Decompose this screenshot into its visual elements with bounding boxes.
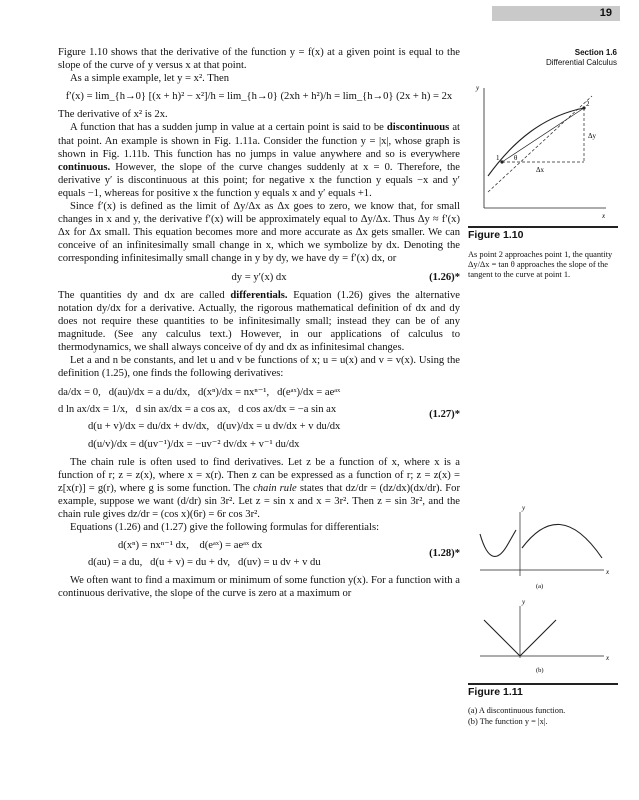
figure-1-10-rule — [468, 226, 618, 228]
paragraph-derivative-slope: Figure 1.10 shows that the derivative of the function y = f(x) at a given point is equal to the slope of the curve of y versus x at that point. — [58, 47, 460, 72]
main-text-column — [58, 46, 460, 601]
fig110-dx-label: Δx — [536, 166, 545, 174]
term-continuous: continuous. — [58, 161, 111, 173]
figure-1-11-caption-a: (a) A discontinuous function. — [468, 706, 566, 715]
paragraph-extrema: We often want to find a maximum or minimum of some function y(x). For a function with a continuous derivative, the slope of the curve is zero at a maximum or — [58, 575, 460, 600]
section-title: Differential Calculus — [546, 58, 617, 67]
paragraph-definitions: Let a and n be constants, and let u and v be functions of x; u = u(x) and v = v(x). Using the definition (1.25), one finds the following derivatives: — [58, 355, 460, 380]
paragraph-derivative-result: The derivative of x² is 2x. — [58, 109, 168, 121]
paragraph-example: As a simple example, let y = x². Then — [70, 73, 229, 85]
equation-number-1-26: (1.26)* — [429, 271, 460, 283]
paragraph-continuity: A function that has a sudden jump in value at a certain point is said to be discontinuous at that point. An example is shown in Fig. 1.11a. Consider the function y = |x|, whose graph is shown in Fig. 1.11b. This function has no jumps in value anywhere and so is everywhere continuous. However, the slope of the curve changes suddenly at x = 0. Therefore, the derivative y′ is discontinuous at this point; for negative x the function y equals −x and y′ equals −1, whereas for positive x the function y equals x and y′ equals +1. — [58, 122, 460, 199]
term-discontinuous: discontinuous — [386, 122, 450, 134]
figure-1-10-label: Figure 1.10 — [468, 229, 524, 241]
figure-1-11-graphs — [476, 500, 616, 680]
page-number: 19 — [599, 7, 612, 19]
term-differentials: differentials. — [230, 289, 288, 301]
section-number: Section 1.6 — [574, 48, 617, 57]
fig110-x-label: x — [602, 212, 606, 220]
paragraph-differential-formulas: Equations (1.26) and (1.27) give the following formulas for differentials: — [70, 522, 380, 534]
paragraph-chain-rule: The chain rule is often used to find derivatives. Let z be a function of x, where x is a function of r; z = z(x), where x = x(r). Then z can be expressed as a function of r; z = z(x) = z[x(r)] = g(r), where g is some function. The chain rule states that dz/dr = (dz/dx)(dx/dr). For example, suppose we want (d/dr) sin 3r². Let z = sin x and x = 3r². Then z = sin 3r², and the chain rule gives dz/dr = (cos x)(6r) = 6r cos 3r². — [58, 456, 460, 520]
fig111a-sublabel: (a) — [536, 583, 544, 590]
fig111a-y-label: y — [522, 504, 526, 512]
equation-limit: f′(x) = lim_{h→0} [(x + h)² − x²]/h = lim_{h→0} (2xh + h²)/h = lim_{h→0} (2x + h) = 2x — [65, 91, 453, 103]
fig110-point-2-label: 2 — [586, 100, 590, 108]
figure-1-11-rule — [468, 683, 618, 685]
paragraph-differentials: The quantities dy and dx are called differentials. Equation (1.26) gives the alternative notation dy/dx for a derivative. Actually, the rigorous mathematical definition of dx and dy does not require these quantities to be infinitesimally small; instead they can be of any magnitude. (See any calculus text.) However, in our applications of calculus to thermodynamics, we shall always conceive of dy and dx as infinitesimal changes. — [58, 289, 460, 353]
fig111a-x-label: x — [606, 568, 610, 576]
equation-block-1-27: da/dx = 0, d(au)/dx = a du/dx, d(xⁿ)/dx = nxⁿ⁻¹, d(eᵃˣ)/dx = aeᵃˣ d ln ax/dx = 1/x, d sin ax/dx = a cos ax, d cos ax/dx = −a sin ax d(u + v)/dx = du/dx + dv/dx, d(uv)/dx = u dv/dx + v du/dx d(u/v)/dx = d(uv⁻¹)/dx = −uv⁻² dv/dx + v⁻¹ du/dx (1.27)* — [58, 387, 460, 450]
term-chain-rule: chain rule — [253, 482, 297, 494]
fig111b-y-label: y — [522, 598, 526, 606]
paragraph-differentials-intro: Since f′(x) is defined as the limit of Δy/Δx as Δx goes to zero, we know that, for small changes in x and y, the derivative f′(x) will be approximately equal to Δy/Δx. Thus Δy ≈ f′(x) Δx for Δx small. This equation becomes more and more accurate as Δx gets smaller. We can conceive of an infinitesimally small change in x, which we symbolize by dx. Denoting the corresponding infinitesimally small change in y by dy, we have dy = f′(x) dx, or — [58, 201, 460, 265]
fig111b-x-label: x — [606, 654, 610, 662]
fig110-point-1-label: 1 — [496, 154, 500, 162]
fig110-dy-label: Δy — [588, 132, 597, 140]
equation-number-1-27: (1.27)* — [429, 409, 460, 421]
figure-1-11-caption-b: (b) The function y = |x|. — [468, 717, 548, 726]
equation-1-26: dy = y′(x) dx (1.26)* — [231, 271, 460, 283]
fig110-point-1 — [500, 160, 503, 163]
fig111a-curve-right — [522, 524, 602, 558]
figure-1-10-caption: As point 2 approaches point 1, the quantity Δy/Δx = tan θ approaches the slope of the tangent to the curve at point 1. — [468, 250, 613, 280]
fig110-tangent-line — [488, 96, 592, 192]
running-head — [546, 48, 617, 68]
fig110-y-label: y — [476, 84, 480, 92]
fig110-theta-label: θ — [514, 154, 518, 162]
equation-block-1-28: d(xⁿ) = nxⁿ⁻¹ dx, d(eᵃˣ) = aeᵃˣ dx d(au) = a du, d(u + v) = du + dv, d(uv) = u dv + v du (1.28)* — [88, 540, 460, 569]
equation-number-1-28: (1.28)* — [429, 548, 460, 560]
fig111b-sublabel: (b) — [536, 667, 544, 674]
figure-1-10-graph — [474, 80, 614, 220]
page-number-box — [492, 6, 620, 21]
figure-1-11-label: Figure 1.11 — [468, 686, 523, 698]
fig111a-curve-left — [480, 530, 516, 556]
